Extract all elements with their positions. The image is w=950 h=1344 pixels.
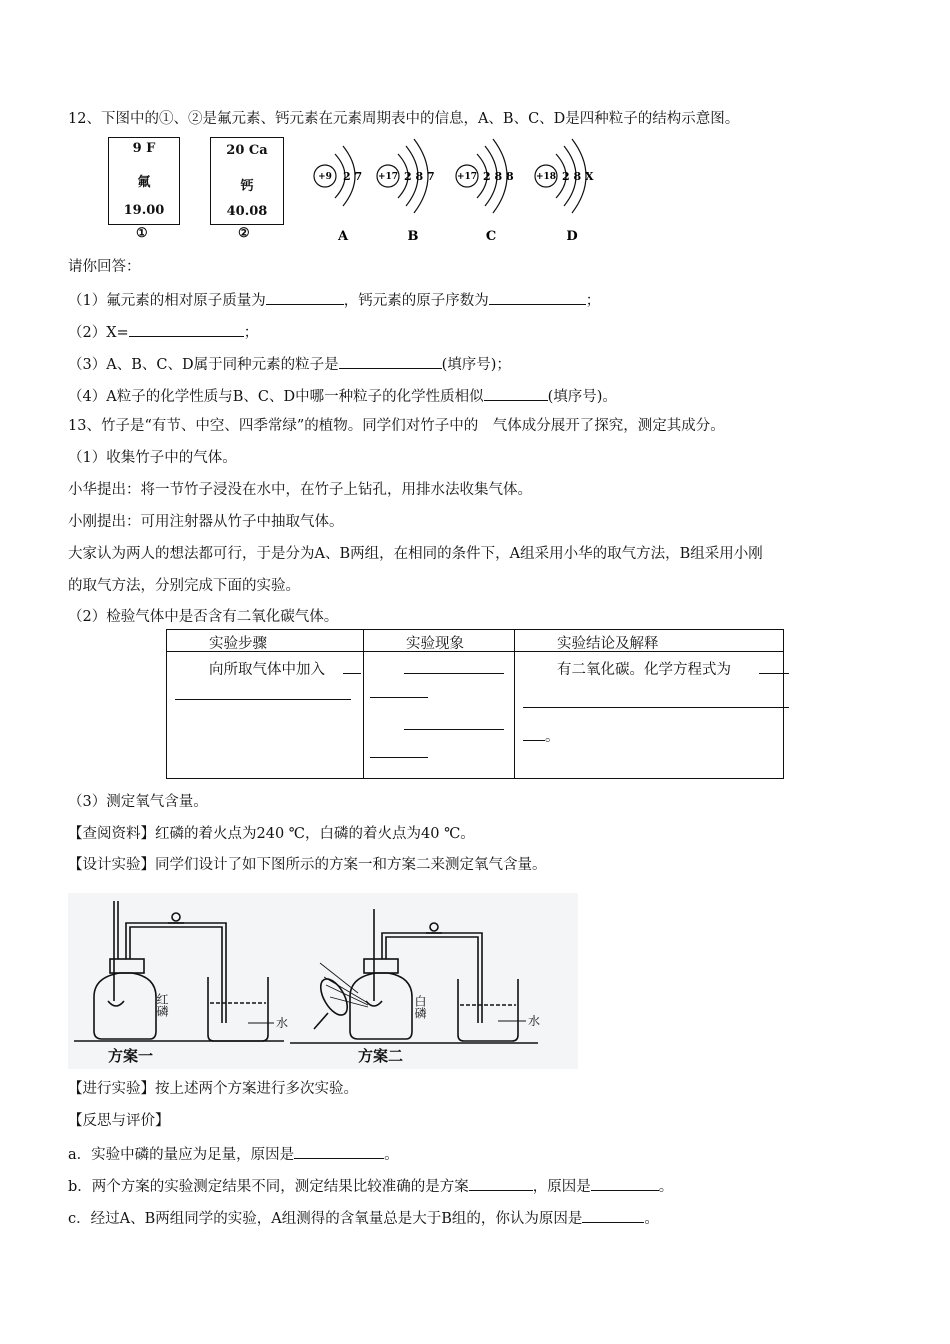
q12-s4-end: (填序号)。 bbox=[547, 389, 617, 405]
q13-p10: 【进行实验】按上述两个方案进行多次实验。 bbox=[68, 1081, 358, 1097]
element-symbol: 9 F bbox=[132, 141, 156, 156]
table-cell-conclusion bbox=[515, 652, 784, 779]
element-label: ① bbox=[136, 226, 148, 241]
element-mass: 19.00 bbox=[123, 203, 165, 218]
apparatus-figure bbox=[68, 893, 578, 1069]
shells-a: 2 7 bbox=[343, 170, 363, 183]
element-name: 钙 bbox=[240, 179, 254, 194]
q13-p6: （2）检验气体中是否含有二氧化碳气体。 bbox=[68, 609, 339, 625]
q12-s1-text2: ，钙元素的原子序数为 bbox=[343, 293, 489, 309]
experiment-table bbox=[166, 629, 784, 779]
header-steps: 实验步骤 bbox=[209, 636, 267, 652]
answer-blank[interactable] bbox=[404, 673, 504, 674]
label-plan1: 方案一 bbox=[108, 1047, 154, 1065]
particle-diagrams bbox=[300, 132, 620, 247]
conclusion-end: 。 bbox=[545, 729, 560, 745]
q12-prompt: 请你回答： bbox=[68, 259, 141, 275]
particle-label-b: B bbox=[407, 229, 419, 244]
q12-intro: 12、下图中的①、②是氟元素、钙元素在元素周期表中的信息，A、B、C、D是四种粒子的结构示意图。 bbox=[68, 111, 740, 127]
q13-p8: 【查阅资料】红磷的着火点为240 ℃，白磷的着火点为40 ℃。 bbox=[68, 826, 475, 842]
q13-p9: 【设计实验】同学们设计了如下图所示的方案一和方案二来测定氧气含量。 bbox=[68, 857, 547, 873]
conclusion-text: 有二氧化碳。化学方程式为 bbox=[557, 662, 731, 678]
q13-b-text2: ，原因是 bbox=[532, 1179, 591, 1195]
element-label: ② bbox=[238, 226, 250, 241]
answer-blank[interactable] bbox=[294, 1143, 384, 1159]
q12-sub1 bbox=[68, 289, 600, 311]
nucleus-c: +17 bbox=[456, 172, 478, 182]
answer-blank[interactable] bbox=[591, 1175, 659, 1191]
q13-a-text: a．实验中磷的量应为足量，原因是 bbox=[68, 1147, 295, 1163]
q12-s3-text: （3）A、B、C、D属于同种元素的粒子是 bbox=[68, 357, 339, 373]
element-name: 氟 bbox=[137, 175, 151, 190]
q13-intro: 13、竹子是“有节、中空、四季常绿”的植物。同学们对竹子中的 气体成分展开了探究，测定其成分。 bbox=[68, 418, 725, 434]
answer-blank[interactable] bbox=[266, 289, 344, 305]
answer-blank[interactable] bbox=[523, 740, 545, 741]
q12-s3-end: (填序号)； bbox=[441, 357, 511, 373]
q12-s2-end: ； bbox=[243, 325, 259, 341]
element-mass: 40.08 bbox=[226, 204, 268, 219]
answer-blank[interactable] bbox=[469, 1175, 533, 1191]
answer-blank[interactable] bbox=[523, 707, 789, 708]
answer-blank[interactable] bbox=[370, 697, 428, 698]
shells-c: 2 8 8 bbox=[483, 170, 514, 183]
table-header-cell bbox=[364, 630, 515, 652]
table-cell-phenomenon bbox=[364, 652, 515, 779]
shells-b: 2 8 7 bbox=[404, 170, 435, 183]
label-red-phosphorus: 红磷 bbox=[155, 993, 169, 1017]
nucleus-b: +17 bbox=[377, 172, 399, 182]
q12-s1-end: ； bbox=[585, 293, 601, 309]
shells-d: 2 8 X bbox=[562, 170, 594, 183]
label-water-1: 水 bbox=[276, 1016, 289, 1030]
label-plan2: 方案二 bbox=[358, 1047, 404, 1065]
q12-sub3 bbox=[68, 353, 511, 375]
label-white-phosphorus: 白磷 bbox=[413, 995, 427, 1019]
answer-blank[interactable] bbox=[404, 729, 504, 730]
q12-sub4 bbox=[68, 385, 617, 407]
q12-s4-text: （4）A粒子的化学性质与B、C、D中哪一种粒子的化学性质相似 bbox=[68, 389, 484, 405]
table-header-cell bbox=[515, 630, 784, 652]
element-symbol: 20 Ca bbox=[226, 143, 268, 158]
table-cell-steps bbox=[167, 652, 364, 779]
table-header-cell bbox=[167, 630, 364, 652]
q13-b-end: 。 bbox=[658, 1179, 674, 1195]
q13-a bbox=[68, 1143, 399, 1165]
q12-s1-text: （1）氟元素的相对原子质量为 bbox=[68, 293, 266, 309]
q12-s2-text: （2）X= bbox=[68, 325, 129, 341]
q13-p3: 小刚提出：可用注射器从竹子中抽取气体。 bbox=[68, 514, 344, 530]
answer-blank[interactable] bbox=[339, 353, 442, 369]
q13-b-text: b．两个方案的实验测定结果不同，测定结果比较准确的是方案 bbox=[68, 1179, 469, 1195]
particle-label-c: C bbox=[485, 229, 497, 244]
q13-c bbox=[68, 1207, 659, 1229]
answer-blank[interactable] bbox=[175, 699, 351, 700]
step-text: 向所取气体中加入 bbox=[209, 662, 325, 678]
q13-p4: 大家认为两人的想法都可行，于是分为A、B两组，在相同的条件下，A组采用小华的取气方法，B组采用小刚 bbox=[68, 546, 763, 562]
answer-blank[interactable] bbox=[129, 321, 244, 337]
q13-p5: 的取气方法，分别完成下面的实验。 bbox=[68, 578, 300, 594]
element-card-calcium bbox=[210, 137, 284, 225]
element-card-fluorine bbox=[108, 137, 180, 225]
answer-blank[interactable] bbox=[370, 757, 428, 758]
q13-p2: 小华提出：将一节竹子浸没在水中，在竹子上钻孔，用排水法收集气体。 bbox=[68, 482, 532, 498]
q13-a-end: 。 bbox=[384, 1147, 399, 1163]
q13-c-text: c．经过A、B两组同学的实验，A组测得的含氧量总是大于B组的，你认为原因是 bbox=[68, 1211, 583, 1227]
particle-label-a: A bbox=[337, 229, 349, 244]
q13-p11: 【反思与评价】 bbox=[68, 1113, 170, 1129]
answer-blank[interactable] bbox=[489, 289, 586, 305]
answer-blank[interactable] bbox=[759, 673, 789, 674]
answer-blank[interactable] bbox=[343, 673, 361, 674]
q13-p7: （3）测定氧气含量。 bbox=[68, 794, 208, 810]
particle-label-d: D bbox=[566, 229, 578, 244]
answer-blank[interactable] bbox=[484, 385, 548, 401]
q13-b bbox=[68, 1175, 673, 1197]
q12-sub2 bbox=[68, 321, 258, 343]
header-conclusion: 实验结论及解释 bbox=[557, 636, 659, 652]
header-phenomenon: 实验现象 bbox=[406, 636, 464, 652]
nucleus-d: +18 bbox=[535, 172, 557, 182]
q13-p1: （1）收集竹子中的气体。 bbox=[68, 450, 237, 466]
label-water-2: 水 bbox=[528, 1014, 541, 1028]
answer-blank[interactable] bbox=[582, 1207, 644, 1223]
nucleus-a: +9 bbox=[318, 172, 332, 182]
q13-c-end: 。 bbox=[644, 1211, 659, 1227]
